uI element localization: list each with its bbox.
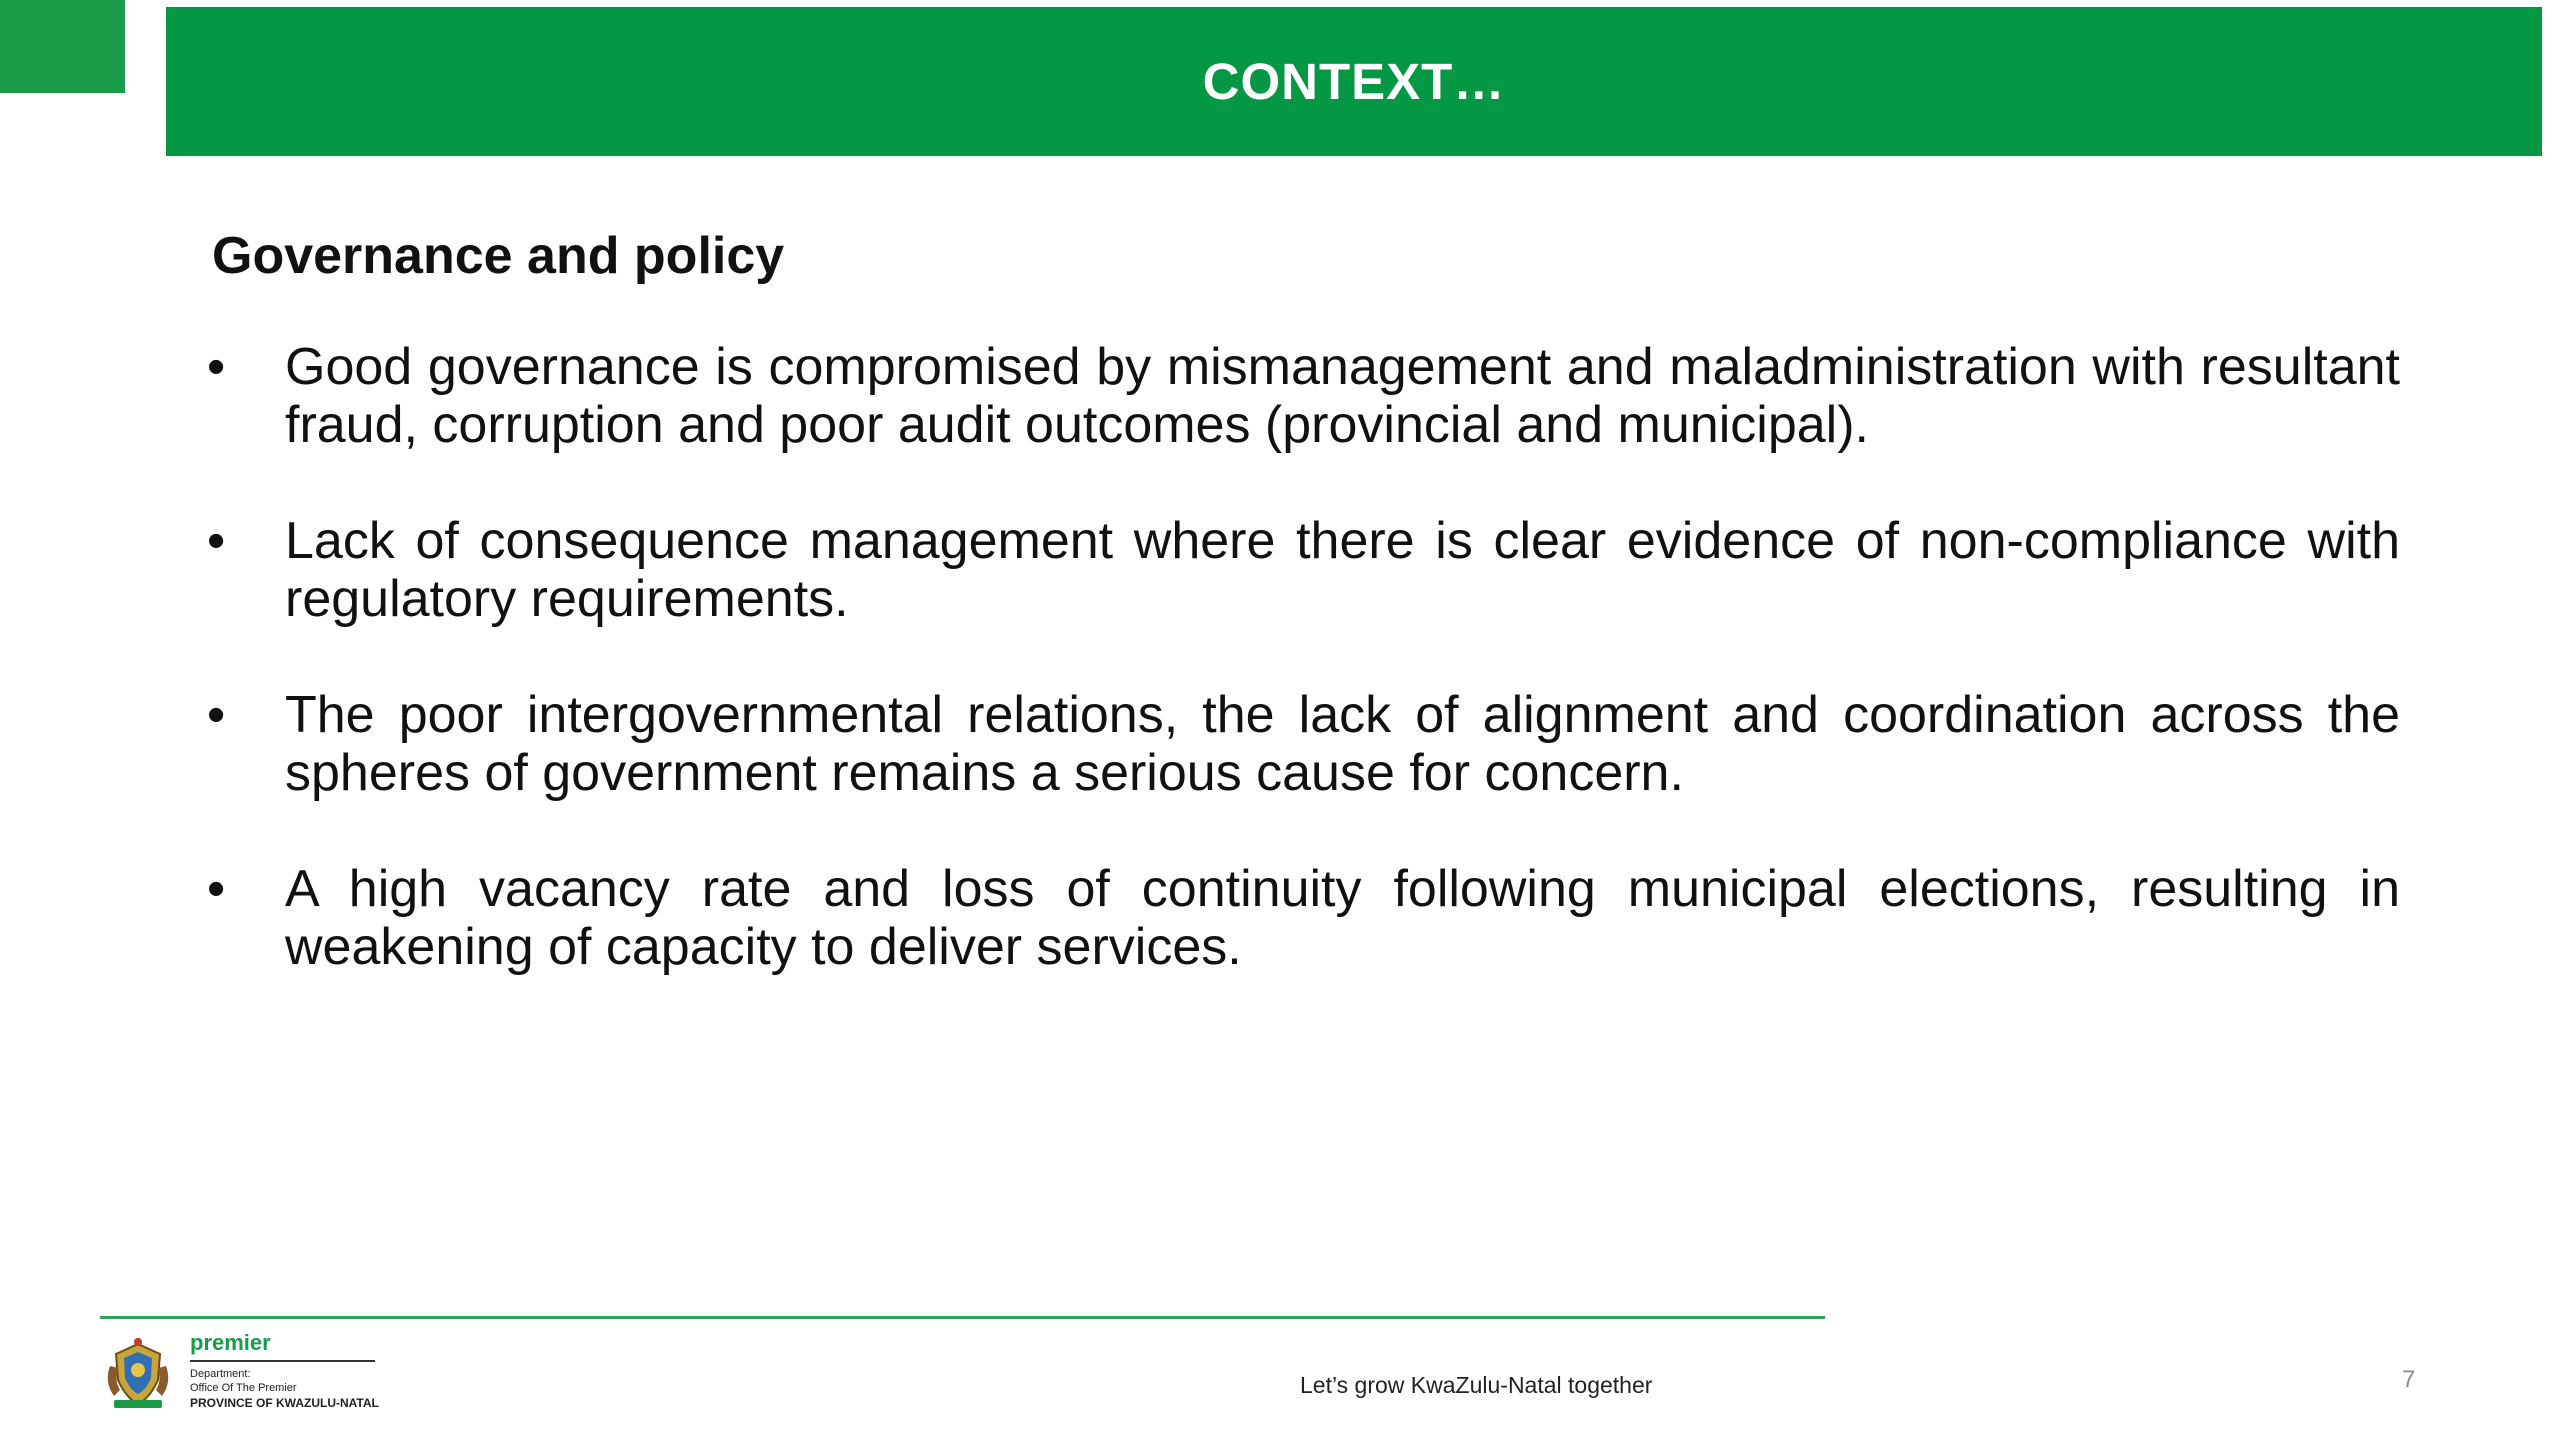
bullet-icon: • [207,686,226,744]
page-number: 7 [2402,1366,2416,1393]
corner-accent-block [0,0,125,93]
bullet-text: The poor intergovernmental relations, the lack of alignment and coordination across the spheres of government remains a serious cause for concern. [285,686,2400,802]
premier-logo [100,1330,400,1420]
bullet-item [205,860,2400,976]
bullet-item [205,512,2400,628]
bullet-text: Lack of consequence management where there is clear evidence of non-compliance with regulatory requirements. [285,512,2400,628]
footer-tagline: Let’s grow KwaZulu-Natal together [1300,1372,1653,1398]
bullet-list [205,338,2400,1034]
logo-rule [190,1360,375,1362]
logo-brand-text: premier [190,1330,271,1355]
logo-department-label: Department: [190,1368,251,1380]
bullet-text: Good governance is compromised by mismanagement and maladministration with resultant fraud, corruption and poor audit outcomes (provincial and municipal). [285,338,2400,454]
bullet-icon: • [207,512,226,570]
logo-province-label: PROVINCE OF KWAZULU-NATAL [190,1396,379,1410]
section-heading: Governance and policy [212,227,785,285]
logo-office-label: Office Of The Premier [190,1382,297,1394]
bullet-text: A high vacancy rate and loss of continuity following municipal elections, resulting in weakening of capacity to deliver services. [285,860,2400,976]
footer-divider [100,1316,1825,1319]
title-bar [166,7,2542,156]
coat-of-arms-icon [100,1336,176,1412]
bullet-icon: • [207,860,226,918]
slide-title: CONTEXT… [1202,53,1506,110]
bullet-item [205,338,2400,454]
bullet-item [205,686,2400,802]
bullet-icon: • [207,338,226,396]
